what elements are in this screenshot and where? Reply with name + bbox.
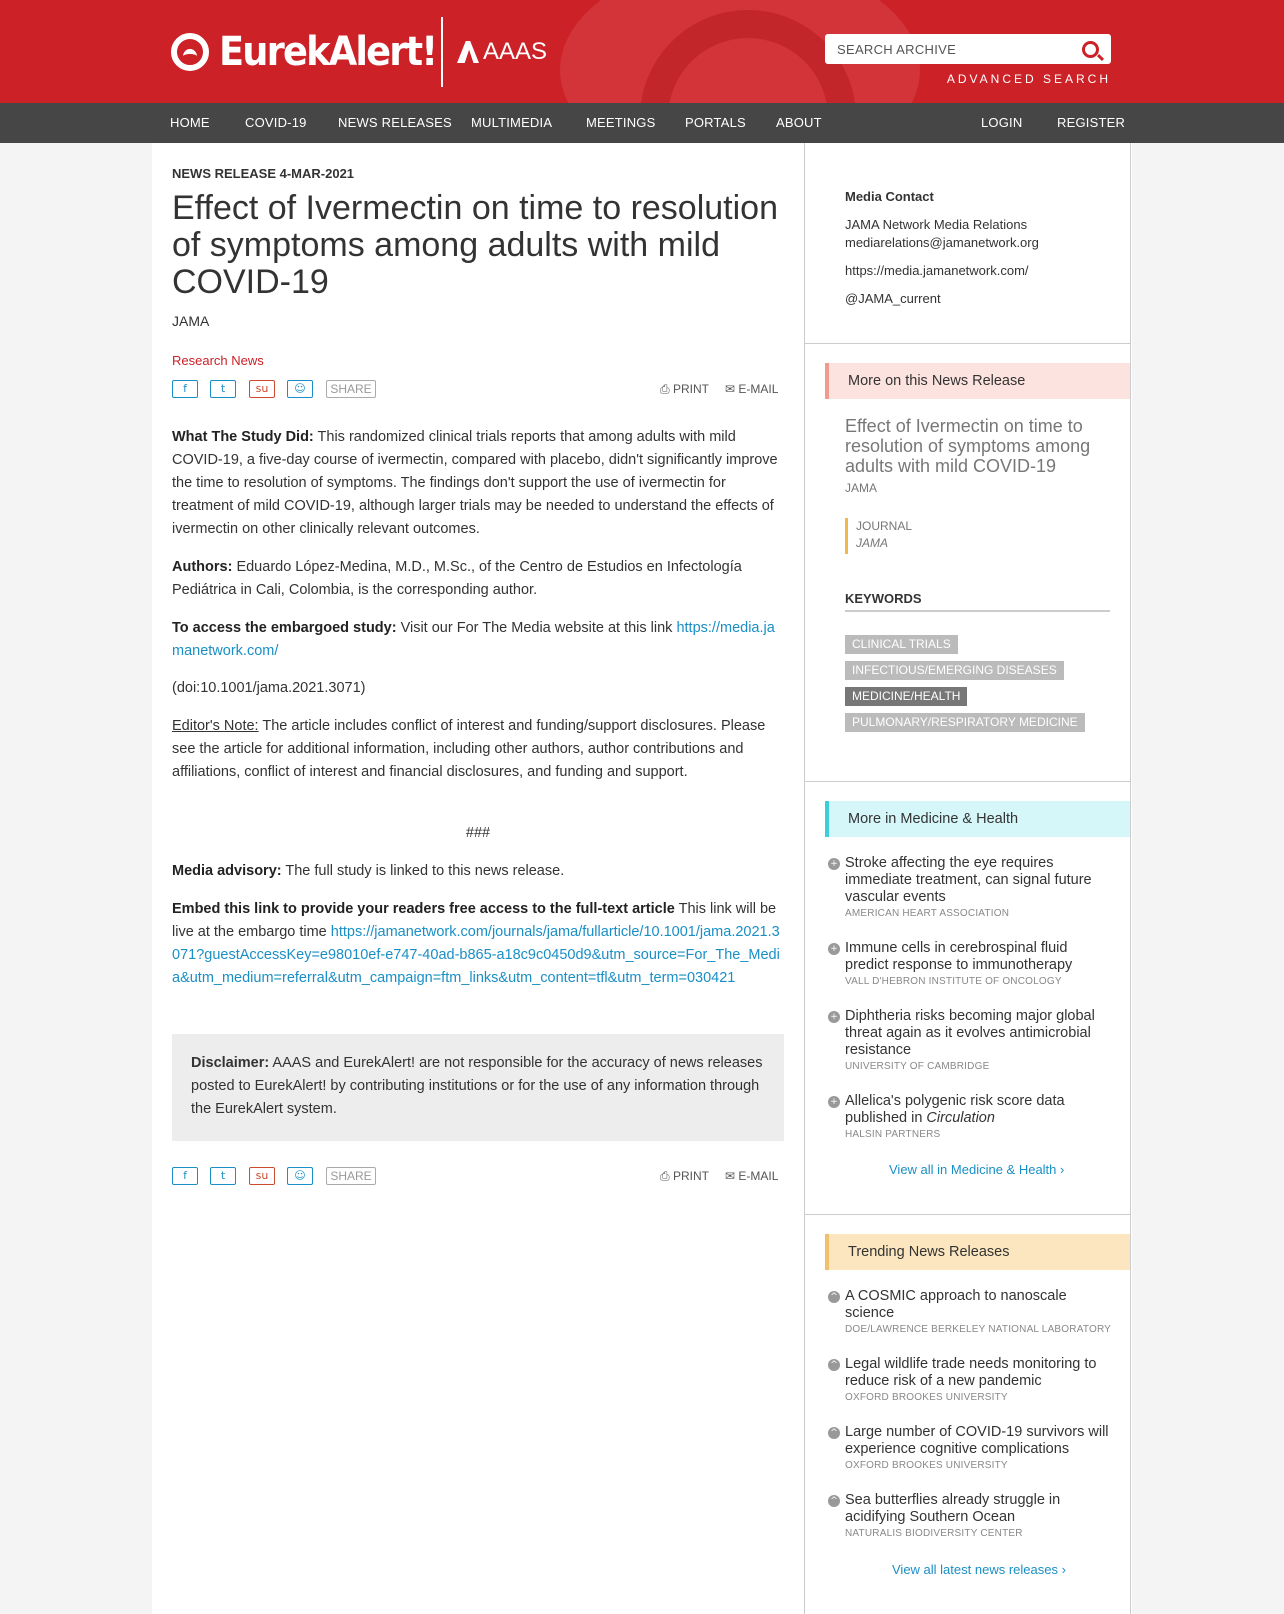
facebook-icon[interactable]: f bbox=[172, 1167, 198, 1185]
page-title: Effect of Ivermectin on time to resolution of symptoms among adults with mild COVID-19 bbox=[172, 189, 778, 301]
more-on-header: More on this News Release bbox=[825, 363, 1130, 399]
nav-home[interactable]: HOME bbox=[170, 115, 210, 130]
item-title: Immune cells in cerebrospinal fluid predict response to immunotherapy bbox=[845, 940, 1073, 973]
paragraph-label: Editor's Note: bbox=[172, 718, 259, 734]
eurekalert-logo[interactable] bbox=[171, 30, 455, 74]
item-source: DOE/LAWRENCE BERKELEY NATIONAL LABORATORY bbox=[845, 1324, 1112, 1335]
stumbleupon-icon[interactable]: su bbox=[249, 380, 275, 398]
media-link[interactable]: https://media.jamanetwork.com/ bbox=[172, 620, 775, 659]
article-paragraph-editors-note bbox=[172, 715, 784, 784]
journal-name: JAMA bbox=[856, 536, 889, 550]
item-source: UNIVERSITY OF CAMBRIDGE bbox=[845, 1061, 990, 1072]
share-button[interactable]: SHARE bbox=[326, 380, 376, 398]
share-button[interactable]: SHARE bbox=[326, 1167, 376, 1185]
search-placeholder: SEARCH ARCHIVE bbox=[837, 41, 957, 57]
item-title: Stroke affecting the eye requires immediate treatment, can signal future vascular events bbox=[845, 855, 1092, 905]
print-icon: ⎙ bbox=[660, 1169, 673, 1183]
search-icon[interactable] bbox=[1082, 41, 1099, 58]
plus-circle-icon: + bbox=[828, 943, 840, 955]
item-title-text: Allelica's polygenic risk score data published in bbox=[845, 1093, 1065, 1126]
item-title-emphasis: Circulation bbox=[926, 1110, 995, 1126]
print-button[interactable] bbox=[660, 1169, 709, 1184]
view-all-medicine-link[interactable]: View all in Medicine & Health › bbox=[889, 1162, 1065, 1177]
nav-register[interactable]: REGISTER bbox=[1057, 115, 1126, 130]
article-paragraph-authors bbox=[172, 556, 784, 602]
release-kicker: NEWS RELEASE 4-MAR-2021 bbox=[172, 166, 355, 181]
item-source: HALSIN PARTNERS bbox=[845, 1129, 941, 1140]
paragraph-text: The full study is linked to this news release. bbox=[281, 863, 565, 879]
item-source: OXFORD BROOKES UNIVERSITY bbox=[845, 1460, 1008, 1471]
chevron-up-circle-icon: ^ bbox=[828, 1359, 840, 1371]
journal-accent bbox=[845, 518, 848, 554]
twitter-icon[interactable]: t bbox=[210, 380, 236, 398]
fulltext-link[interactable]: https://jamanetwork.com/journals/jama/fullarticle/10.1001/jama.2021.3071?guestAccessKey=e98010ef-e747-40ad-b865-a18c9c0450d9&utm_source=For_The_Media&utm_medium=referral&utm_campaign=ftm_links&utm_content=tfl&utm_term=030421 bbox=[172, 924, 780, 986]
share-bar-bottom bbox=[172, 1167, 784, 1187]
item-title bbox=[845, 1093, 1113, 1127]
article-paragraph-advisory bbox=[172, 860, 784, 883]
nav-about[interactable]: ABOUT bbox=[776, 115, 822, 130]
disclaimer-text: AAAS and EurekAlert! are not responsible for the accuracy of news releases posted to EurekAlert! by contributing institutions or for the use of any information through the EurekAlert system. bbox=[191, 1055, 763, 1117]
email-button[interactable] bbox=[725, 1169, 778, 1183]
paragraph-text: Eduardo López-Medina, M.D., M.Sc., of the Centro de Estudios en Infectología Pediátrica in Cali, Colombia, is the corresponding author. bbox=[172, 559, 742, 598]
email-label: E-MAIL bbox=[738, 1169, 779, 1183]
media-contact-title: Media Contact bbox=[845, 189, 934, 204]
print-button[interactable] bbox=[660, 382, 709, 397]
paragraph-label: Media advisory: bbox=[172, 863, 282, 879]
site-header bbox=[0, 0, 1284, 103]
share-bar-top bbox=[172, 380, 784, 400]
more-on-source: JAMA bbox=[845, 481, 878, 495]
trending-item[interactable] bbox=[845, 1288, 1113, 1335]
keyword-tag[interactable]: CLINICAL TRIALS bbox=[845, 635, 958, 654]
paragraph-label: To access the embargoed study: bbox=[172, 620, 397, 636]
item-title: Sea butterflies already struggle in acidifying Southern Ocean bbox=[845, 1492, 1061, 1525]
sidebar-right-border bbox=[1130, 143, 1131, 1614]
email-icon: ✉ bbox=[725, 1169, 739, 1183]
item-source: AMERICAN HEART ASSOCIATION bbox=[845, 908, 1010, 919]
plus-circle-icon: + bbox=[828, 1096, 840, 1108]
paragraph-text: This randomized clinical trials reports that among adults with mild COVID-19, a five-day course of ivermectin, compared with placebo, didn't significantly improve the time to resolution of symptoms. The findings don't support the use of ivermectin for treatment of mild COVID-19, although larger trials may be needed to understand the effects of ivermectin on other clinically relevant outcomes. bbox=[172, 429, 778, 537]
paragraph-label: Authors: bbox=[172, 559, 233, 575]
contact-name: JAMA Network Media Relations bbox=[845, 217, 1028, 232]
chevron-up-circle-icon: ^ bbox=[828, 1427, 840, 1439]
reddit-icon[interactable]: ☺ bbox=[287, 380, 313, 398]
trending-item[interactable] bbox=[845, 1356, 1113, 1403]
chevron-up-circle-icon: ^ bbox=[828, 1291, 840, 1303]
nav-multimedia[interactable]: MULTIMEDIA bbox=[471, 115, 553, 130]
stumbleupon-icon[interactable]: su bbox=[249, 1167, 275, 1185]
contact-twitter-link[interactable]: @JAMA_current bbox=[845, 291, 941, 306]
facebook-icon[interactable]: f bbox=[172, 380, 198, 398]
item-title: Large number of COVID-19 survivors will experience cognitive complications bbox=[845, 1424, 1109, 1457]
eurekalert-logo-icon bbox=[171, 33, 209, 71]
item-source: VALL D'HEBRON INSTITUTE OF ONCOLOGY bbox=[845, 976, 1062, 987]
item-title: Diphtheria risks becoming major global threat again as it evolves antimicrobial resistance bbox=[845, 1008, 1095, 1058]
article-paragraph-access bbox=[172, 617, 784, 663]
sidebar-separator bbox=[805, 1214, 1130, 1215]
more-in-item[interactable] bbox=[845, 855, 1113, 919]
disclaimer-box bbox=[172, 1034, 784, 1141]
nav-login[interactable]: LOGIN bbox=[981, 115, 1023, 130]
print-label: PRINT bbox=[672, 1169, 709, 1183]
sidebar-separator bbox=[805, 781, 1130, 782]
item-title: A COSMIC approach to nanoscale science bbox=[845, 1288, 1067, 1321]
contact-email-link[interactable]: mediarelations@jamanetwork.org bbox=[845, 235, 1039, 250]
reddit-icon[interactable]: ☺ bbox=[287, 1167, 313, 1185]
print-icon: ⎙ bbox=[660, 382, 673, 396]
aaas-logo[interactable] bbox=[457, 38, 547, 66]
trending-item[interactable] bbox=[845, 1424, 1113, 1471]
trending-header: Trending News Releases bbox=[825, 1234, 1130, 1270]
plus-circle-icon: + bbox=[828, 1011, 840, 1023]
plus-circle-icon: + bbox=[828, 858, 840, 870]
paragraph-label: What The Study Did: bbox=[172, 429, 314, 445]
article-source: JAMA bbox=[172, 313, 210, 329]
paragraph-text: This link will be live at the embargo time bbox=[172, 901, 777, 940]
search-input[interactable] bbox=[825, 34, 1111, 64]
nav-portals[interactable]: PORTALS bbox=[685, 115, 746, 130]
keyword-tag[interactable]: PULMONARY/RESPIRATORY MEDICINE bbox=[845, 713, 1085, 732]
main-nav bbox=[0, 103, 1284, 143]
more-in-item[interactable] bbox=[845, 1093, 1113, 1140]
trending-item[interactable] bbox=[845, 1492, 1113, 1539]
twitter-icon[interactable]: t bbox=[210, 1167, 236, 1185]
category-link[interactable]: Research News bbox=[172, 353, 264, 368]
print-label: PRINT bbox=[672, 382, 709, 396]
article-paragraph-embed bbox=[172, 898, 784, 990]
item-title: Legal wildlife trade needs monitoring to reduce risk of a new pandemic bbox=[845, 1356, 1097, 1389]
email-button[interactable] bbox=[725, 382, 778, 396]
article-separator: ### bbox=[465, 825, 491, 841]
nav-covid-19[interactable]: COVID-19 bbox=[245, 115, 307, 130]
more-in-item[interactable] bbox=[845, 940, 1113, 987]
more-in-header: More in Medicine & Health bbox=[825, 801, 1130, 837]
logo-text: EurekAlert! bbox=[219, 29, 437, 75]
aaas-text: AAAS bbox=[483, 38, 548, 65]
keyword-tag[interactable]: INFECTIOUS/EMERGING DISEASES bbox=[845, 661, 1064, 680]
nav-news-releases[interactable]: NEWS RELEASES bbox=[338, 115, 452, 130]
sidebar-divider bbox=[804, 143, 805, 1614]
chevron-up-circle-icon: ^ bbox=[828, 1495, 840, 1507]
sidebar-separator bbox=[805, 343, 1130, 344]
advanced-search-link[interactable]: ADVANCED SEARCH bbox=[946, 72, 1111, 86]
paragraph-text: Visit our For The Media website at this link bbox=[396, 620, 677, 636]
paragraph-label: Embed this link to provide your readers free access to the full-text article bbox=[172, 901, 675, 917]
article-doi: (doi:10.1001/jama.2021.3071) bbox=[172, 680, 366, 696]
disclaimer-label: Disclaimer: bbox=[191, 1055, 270, 1071]
paragraph-text: The article includes conflict of interest and funding/support disclosures. Please see the article for additional information, including other authors, author contributions and affiliations, conflict of interest and financial disclosures, and funding and support. bbox=[172, 718, 766, 780]
item-source: OXFORD BROOKES UNIVERSITY bbox=[845, 1392, 1008, 1403]
logo-divider bbox=[441, 17, 443, 87]
more-on-article-link[interactable]: Effect of Ivermectin on time to resolution of symptoms among adults with mild COVID-19 bbox=[845, 416, 1091, 476]
keyword-tag[interactable]: MEDICINE/HEALTH bbox=[845, 687, 967, 706]
contact-url-link[interactable]: https://media.jamanetwork.com/ bbox=[845, 263, 1029, 278]
article-paragraph-what bbox=[172, 426, 784, 541]
nav-meetings[interactable]: MEETINGS bbox=[586, 115, 656, 130]
email-label: E-MAIL bbox=[738, 382, 779, 396]
keywords-title: KEYWORDS bbox=[845, 591, 1110, 612]
aaas-logo-icon bbox=[457, 41, 479, 63]
view-all-latest-link[interactable]: View all latest news releases › bbox=[892, 1562, 1066, 1577]
item-source: NATURALIS BIODIVERSITY CENTER bbox=[845, 1528, 1023, 1539]
more-in-item[interactable] bbox=[845, 1008, 1113, 1072]
email-icon: ✉ bbox=[725, 382, 739, 396]
journal-label: JOURNAL bbox=[856, 519, 913, 533]
